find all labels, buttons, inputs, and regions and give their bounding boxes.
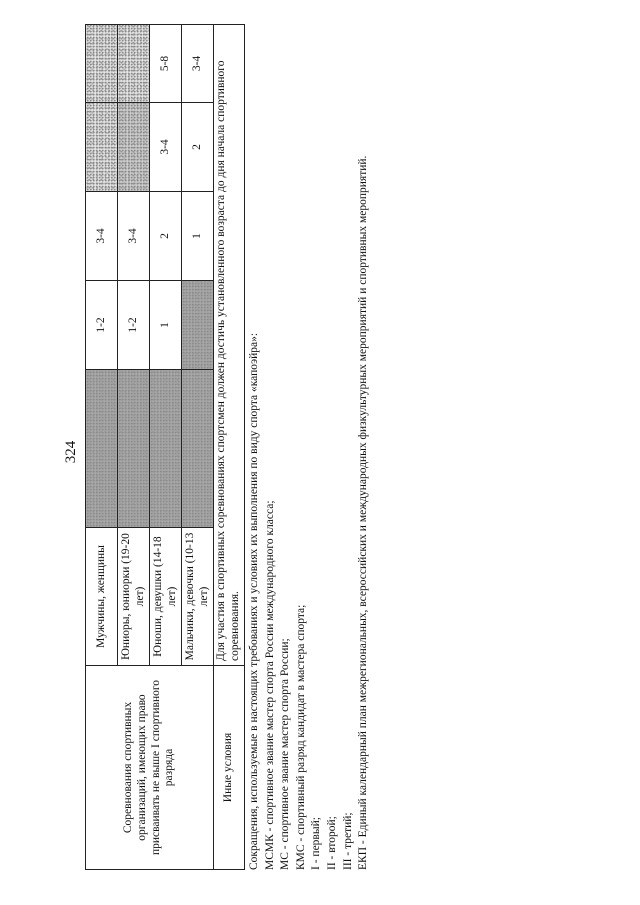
- group-cell: Юноши, девушки (14-18 лет): [150, 528, 182, 666]
- note-line: МСМК - спортивное звание мастер спорта России международного класса;: [263, 500, 276, 870]
- abbreviations: [247, 25, 372, 870]
- table-row: [86, 25, 118, 870]
- value-cell: 1: [182, 192, 214, 281]
- note-line: I - первый;: [310, 817, 323, 870]
- value-cell: 5-8: [150, 25, 182, 103]
- shaded-cell: [118, 370, 150, 528]
- other-conditions-label: Иные условия: [214, 666, 245, 870]
- note-line: ЕКП - Единый календарный план межрегиональных, всероссийских и международных физкультурных мероприятий и спортивных мероприятий.: [357, 155, 370, 870]
- section-label: Соревнования спортивных организаций, имеющих право присваивать не выше I спортивного разряда: [86, 666, 214, 870]
- value-cell: 1-2: [118, 281, 150, 370]
- value-cell: 3-4: [86, 192, 118, 281]
- shaded-cell: [182, 370, 214, 528]
- shaded-cell: [150, 370, 182, 528]
- shaded-cell: [118, 103, 150, 192]
- page-number: 324: [63, 440, 79, 464]
- group-cell: Юниоры, юниорки (19-20 лет): [118, 528, 150, 666]
- shaded-cell: [86, 370, 118, 528]
- group-cell: Мальчики, девочки (10-13 лет): [182, 528, 214, 666]
- shaded-cell: [86, 25, 118, 103]
- note-line: Сокращения, используемые в настоящих требованиях и условиях их выполнения по виду спорта «капоэйра»:: [248, 332, 260, 870]
- note-line: МС - спортивное звание мастер спорта России;: [279, 638, 292, 870]
- requirements-table: [85, 24, 245, 870]
- note-line: II - второй;: [325, 816, 338, 870]
- shaded-cell: [118, 25, 150, 103]
- value-cell: 2: [150, 192, 182, 281]
- value-cell: 2: [182, 103, 214, 192]
- note-line: КМС - спортивный разряд кандидат в мастера спорта;: [294, 604, 307, 870]
- value-cell: 3-4: [182, 25, 214, 103]
- note-line: III - третий;: [341, 812, 354, 870]
- shaded-cell: [86, 103, 118, 192]
- other-conditions-text: Для участия в спортивных соревнованиях спортсмен должен достичь установленного возраста до дня начала спортивного соревнования.: [214, 25, 245, 666]
- value-cell: 3-4: [118, 192, 150, 281]
- value-cell: 1-2: [86, 281, 118, 370]
- table-row: [214, 25, 245, 870]
- value-cell: 1: [150, 281, 182, 370]
- shaded-cell: [182, 281, 214, 370]
- value-cell: 3-4: [150, 103, 182, 192]
- group-cell: Мужчины, женщины: [86, 528, 118, 666]
